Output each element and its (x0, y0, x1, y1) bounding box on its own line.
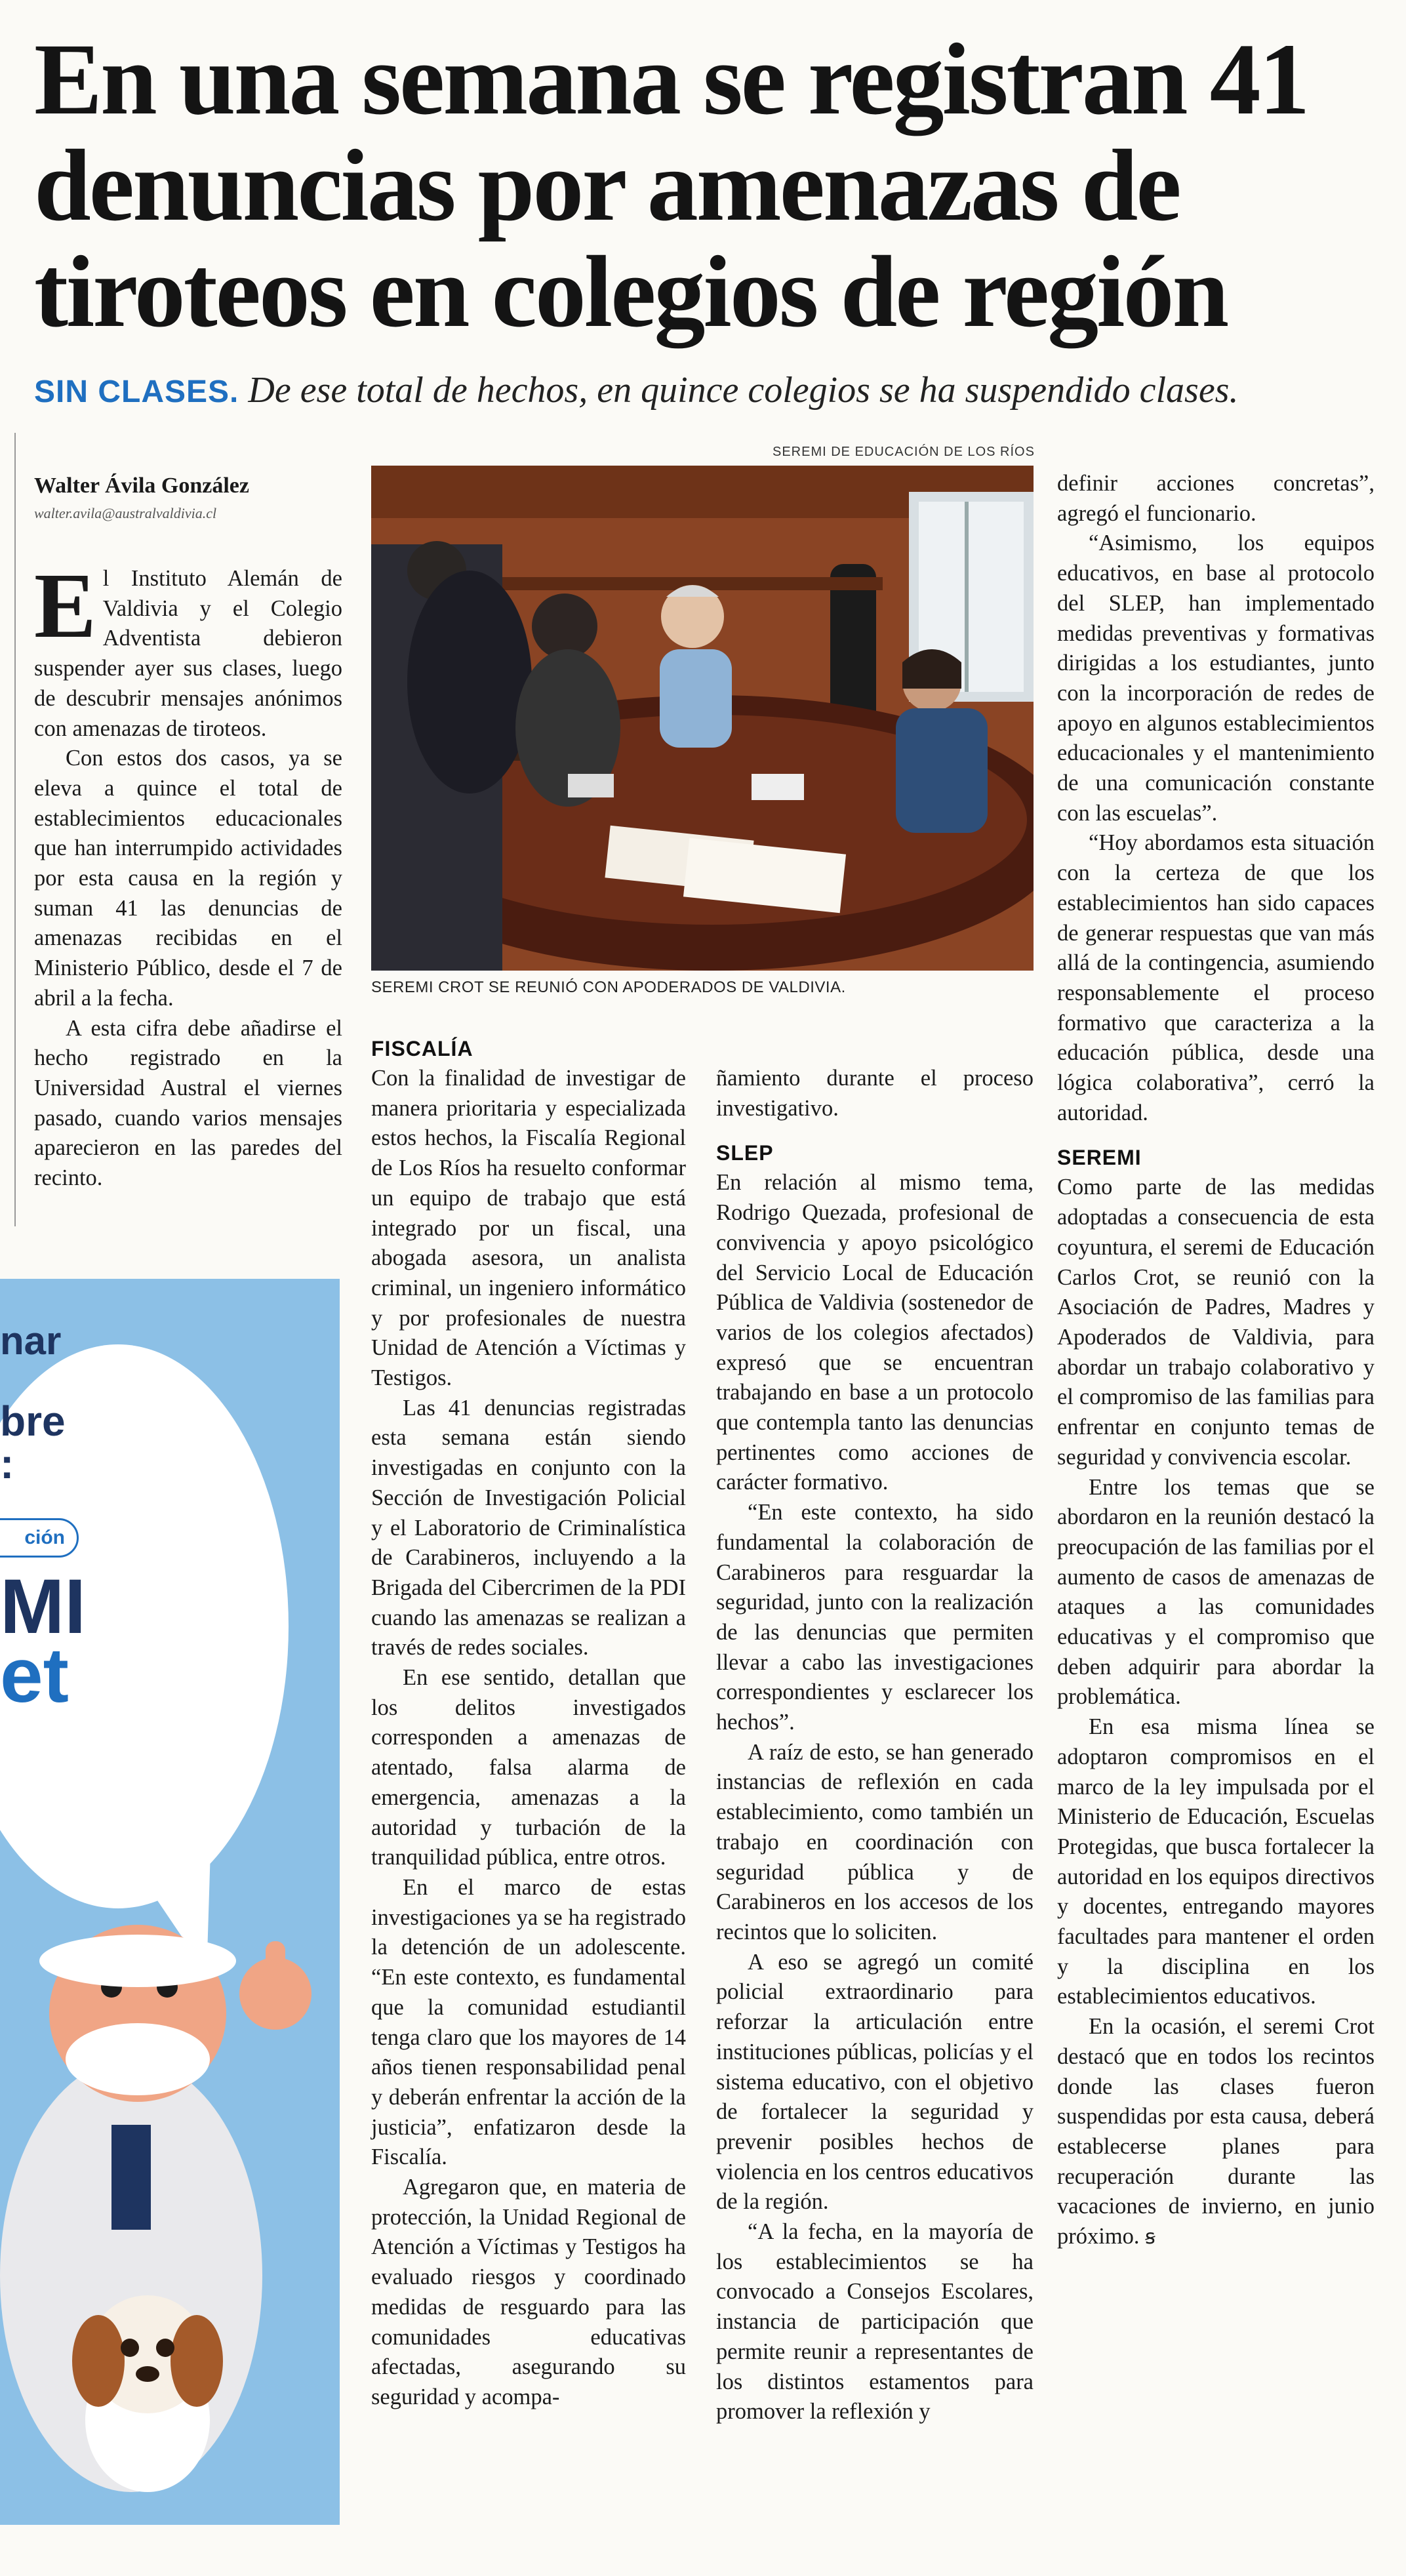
paragraph: A raíz de esto, se han generado instancias de reflexión en cada establecimiento, como también un trabajo en coordinación con seguridad pública y de Carabineros en los accesos de los recintos que lo soliciten. (716, 1739, 1034, 1944)
paragraph: Agregaron que, en materia de protección, la Unidad Regional de Atención a Víctimas y Testigos ha evaluado riesgos y coordinado medidas de resguardo para las comunidades educativas afectadas, asegurando su seguridad y acompa- (371, 2175, 686, 2409)
deck-kicker: SIN CLASES. (34, 374, 239, 409)
column-rule (14, 433, 16, 1226)
section-subhead-fiscalia: FISCALÍA (371, 1037, 473, 1060)
article-column-1 (34, 553, 342, 1194)
meeting-photo (371, 466, 1034, 971)
paragraph: ñamiento durante el proceso investigativo. (716, 1066, 1034, 1121)
ad-text: bre (0, 1398, 66, 1445)
section-subhead-slep: SLEP (716, 1141, 774, 1165)
deck-text: De ese total de hechos, en quince colegios se ha suspendido clases. (248, 370, 1239, 411)
paragraph: “Hoy abordamos esta situación con la certeza de que los establecimientos han sido capaces de generar respuestas que van más allá de la contingencia, asumiendo responsablemente el proceso formativo que caracteriza a la educación pública, desde una lógica colaborativa”, cerró la autoridad. (1057, 830, 1375, 1125)
paragraph: Con estos dos casos, ya se eleva a quince el total de establecimientos educacionales que han interrumpido actividades por esta causa en la región y suman 41 las denuncias de amenazas recibidas en el Ministerio Público, desde el 7 de abril a la fecha. (34, 746, 342, 1011)
mascot-illustration (0, 1279, 340, 2525)
paragraph: “En este contexto, ha sido fundamental la colaboración de Carabineros para resguardar la seguridad, junto con la realización de las denuncias que permiten llevar a cabo las investigaciones correspondientes y esclarecer los hechos”. (716, 1500, 1034, 1735)
byline (34, 473, 342, 522)
paragraph: En la ocasión, el seremi Crot destacó que en todos los recintos donde las clases fueron suspendidas por esta causa, deberá establecerse planes para recuperación durante las vacaciones de invierno, en junio próximo. ꞩ (1057, 2014, 1375, 2249)
article-column-3 (716, 1034, 1034, 2427)
section-subhead-seremi: SEREMI (1057, 1146, 1142, 1170)
photo-credit: SEREMI DE EDUCACIÓN DE LOS RÍOS (773, 445, 1035, 459)
deck (34, 367, 1385, 415)
ad-text: nar (0, 1319, 62, 1363)
article-column-4 (1057, 469, 1375, 2253)
photo-caption: SEREMI CROT SE REUNIÓ CON APODERADOS DE VALDIVIA. (371, 978, 846, 996)
author-name: Walter Ávila González (34, 473, 249, 498)
paragraph: En relación al mismo tema, Rodrigo Quezada, profesional de convivencia y apoyo psicológico del Servicio Local de Educación Pública de Valdivia (sostenedor de varios de los colegios afectados) expresó que se encuentran trabajando en base a un protocolo que contempla tanto las denuncias pertinentes como acciones de carácter formativo. (716, 1170, 1034, 1495)
paragraph: Las 41 denuncias registradas esta semana están siendo investigadas en conjunto con la Sección de Investigación Policial y el Laboratorio de Criminalística de Carabineros, incluyendo a la Brigada del Cibercrimen de la PDI cuando las amenazas se realizan a través de redes sociales. (371, 1395, 686, 1660)
paragraph: Como parte de las medidas adoptadas a consecuencia de esta coyuntura, el seremi de Educación Carlos Crot, se reunió con la Asociación de Padres, Madres y Apoderados de Valdivia, para abordar un trabajo colaborativo y el compromiso de las familias para enfrentar en conjunto temas de seguridad y convivencia escolar. (1057, 1175, 1375, 1470)
paragraph: En esa misma línea se adoptaron compromisos en el marco de la ley impulsada por el Ministerio de Educación, Escuelas Protegidas, que busca fortalecer la autoridad en los equipos directivos y docentes, entregando mayores facultades para mantener el orden y la disciplina en los establecimientos educativos. (1057, 1714, 1375, 2009)
paragraph: El Instituto Alemán de Valdivia y el Colegio Adventista debieron suspender ayer sus clases, luego de descubrir mensajes anónimos con amenazas de tiroteos. (34, 553, 342, 741)
article-column-2 (371, 1034, 686, 2413)
author-email[interactable]: walter.avila@australvaldivia.cl (34, 505, 217, 521)
paragraph: En ese sentido, detallan que los delitos investigados corresponden a amenazas de atentado, falsa alarma de emergencia, amenazas a la autoridad y turbación de la tranquilidad pública, entre otros. (371, 1665, 686, 1870)
headline: En una semana se registran 41 denuncias por amenazas de tiroteos en colegios de región (34, 22, 1308, 348)
advertisement[interactable] (0, 1279, 340, 2525)
paragraph: A eso se agregó un comité policial extraordinario para reforzar la articulación entre instituciones públicas, policías y el sistema educativo, con el objetivo de fortalecer la seguridad y prevenir posibles hechos de violencia en los centros educativos de la región. (716, 1949, 1034, 2215)
ad-brand-text: MI (0, 1563, 87, 1650)
paragraph: “Asimismo, los equipos educativos, en base al protocolo del SLEP, han implementado medidas preventivas y formativas dirigidas a los estudiantes, junto con la incorporación de redes de apoyo en algunos establecimientos educacionales y el mantenimiento de una comunicación constante con las escuelas”. (1057, 531, 1375, 826)
paragraph: Entre los temas que se abordaron en la reunión destacó la preocupación de las familias por el aumento de casos de amenazas de ataques a las comunidades educativas y el compromiso que deben adquirir para abordar la problemática. (1057, 1474, 1375, 1710)
paragraph: A esta cifra debe añadirse el hecho registrado en la Universidad Austral el viernes pasado, cuando varios mensajes aparecieron en las paredes del recinto. (34, 1015, 342, 1191)
mascot-tie (111, 2125, 151, 2230)
mascot-mustache (66, 2023, 210, 2095)
ad-text: : (0, 1440, 14, 1487)
ad-brand-text: et (0, 1632, 69, 1719)
end-mark-icon: ꞩ (1145, 2226, 1155, 2249)
paragraph: definir acciones concretas”, agregó el funcionario. (1057, 471, 1375, 526)
paragraph: “A la fecha, en la mayoría de los establecimientos se ha convocado a Consejos Escolares, instancia de participación que permite reunir a representantes de los distintos estamentos para promover la reflexión y (716, 2219, 1034, 2425)
drop-cap: E (34, 553, 96, 657)
paragraph: Con la finalidad de investigar de manera prioritaria y especializada estos hechos, la Fiscalía Regional de Los Ríos ha resuelto conformar un equipo de trabajo que está integrado por un fiscal, una abogada asesora, un analista criminal, un ingeniero informático y por profesionales de nuestra Unidad de Atención a Víctimas y Testigos. (371, 1066, 686, 1391)
paragraph: En el marco de estas investigaciones ya se ha registrado la detención de un adolescente. “En este contexto, es fundamental que la comunidad estudiantil tenga claro que los mayores de 14 años tienen responsabilidad penal y deberán enfrentar la acción de la justicia”, enfatizaron desde la Fiscalía. (371, 1874, 686, 2170)
meeting-photo-illustration (371, 466, 1034, 971)
ad-pill-label: ción (0, 1518, 79, 1558)
